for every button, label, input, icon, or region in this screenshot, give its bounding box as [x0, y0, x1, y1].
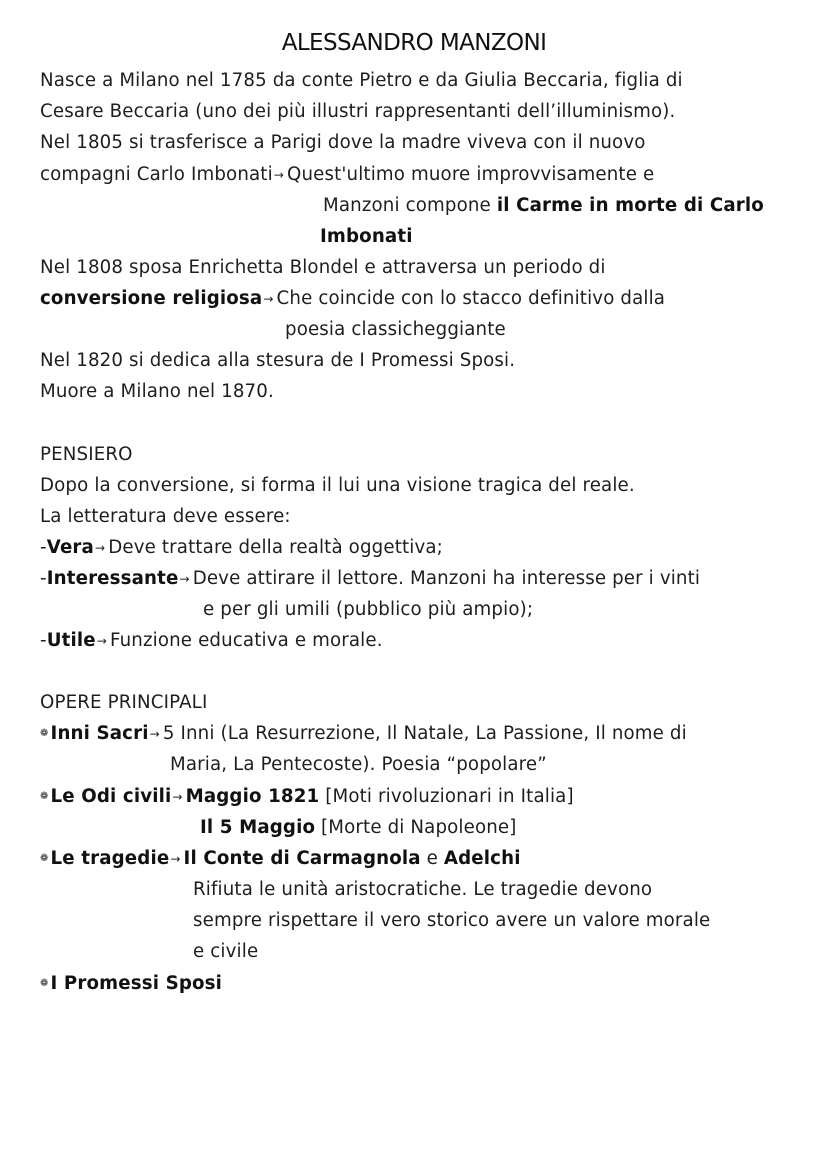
opere-odi	[40, 785, 574, 812]
opere-tragedie	[40, 847, 521, 874]
tragedie-and: e	[420, 848, 444, 869]
inni-text: 5 Inni (La Resurrezione, Il Natale, La Passione, Il nome di	[162, 723, 687, 744]
odi-note-1: [Moti rivoluzionari in Italia]	[319, 786, 574, 807]
arrow-icon: →	[149, 727, 160, 741]
inni-label: Inni Sacri	[50, 723, 149, 744]
utile-label: Utile	[46, 630, 96, 651]
odi-note-2: [Morte di Napoleone]	[315, 817, 517, 838]
pensiero-line-2: La letteratura deve essere:	[40, 506, 291, 527]
tragedia-title-2: Adelchi	[443, 848, 521, 869]
flower-bullet-icon: ❁	[40, 791, 49, 802]
vera-label: Vera	[46, 537, 94, 558]
opere-promessi-sposi	[40, 972, 222, 999]
odi-title-2: Il 5 Maggio	[200, 817, 316, 838]
arrow-icon: →	[94, 541, 106, 555]
pensiero-utile	[40, 629, 383, 654]
dash: -	[40, 630, 47, 651]
bio-line-1: Nasce a Milano nel 1785 da conte Pietro e da Giulia Beccaria, figlia di	[40, 70, 683, 91]
arrow-icon: →	[273, 168, 285, 182]
tragedie-line-1: Rifiuta le unità aristocratiche. Le tragedie devono	[193, 879, 653, 900]
flower-bullet-icon: ❁	[40, 853, 49, 864]
arrow-icon: →	[170, 852, 181, 866]
dash: -	[40, 568, 47, 589]
carme-title: il Carme in morte di Carlo	[496, 195, 764, 216]
tragedia-title-1: Il Conte di Carmagnola	[183, 848, 421, 869]
tragedie-line-3: e civile	[193, 941, 259, 962]
conversione-label: conversione religiosa	[40, 288, 263, 309]
flower-bullet-icon: ❁	[40, 728, 49, 739]
arrow-icon: →	[263, 292, 274, 306]
vera-text: Deve trattare della realtà oggettiva;	[108, 537, 443, 558]
odi-title-1: Maggio 1821	[185, 786, 320, 807]
page-title: ALESSANDRO MANZONI	[281, 30, 547, 56]
odi-label: Le Odi civili	[50, 786, 172, 807]
utile-text: Funzione educativa e morale.	[109, 630, 383, 651]
opere-heading: OPERE PRINCIPALI	[40, 692, 208, 713]
opere-odi-2	[200, 816, 517, 840]
dash: -	[40, 537, 47, 558]
pensiero-interessante	[40, 567, 700, 592]
tragedie-label: Le tragedie	[50, 848, 170, 869]
bio-line-8	[40, 287, 665, 312]
pensiero-heading: PENSIERO	[40, 444, 133, 465]
bio-line-4	[40, 163, 654, 188]
interessante-label: Interessante	[46, 568, 179, 589]
pensiero-vera	[40, 536, 443, 561]
promessi-sposi-label: I Promessi Sposi	[50, 973, 223, 994]
bio-line-3: Nel 1805 si trasferisce a Parigi dove la madre viveva con il nuovo	[40, 132, 646, 153]
bio-line-2: Cesare Beccaria (uno dei più illustri rappresentanti dell’illuminismo).	[40, 101, 676, 122]
bio-line-6: Imbonati	[320, 226, 413, 247]
arrow-icon: →	[96, 634, 107, 648]
bio-line-5-text: Manzoni compone	[323, 195, 497, 216]
bio-line-5	[323, 194, 764, 218]
interessante-continuation: e per gli umili (pubblico più ampio);	[203, 599, 534, 620]
interessante-text: Deve attirare il lettore. Manzoni ha interesse per i vinti	[192, 568, 701, 589]
bio-line-11: Muore a Milano nel 1870.	[40, 381, 274, 402]
flower-bullet-icon: ❁	[40, 978, 49, 989]
bio-line-10: Nel 1820 si dedica alla stesura de I Promessi Sposi.	[40, 350, 516, 371]
opere-inni	[40, 722, 687, 749]
inni-continuation: Maria, La Pentecoste). Poesia “popolare”	[170, 754, 547, 775]
arrow-icon: →	[172, 790, 183, 804]
arrow-icon: →	[179, 572, 190, 586]
bio-line-9: poesia classicheggiante	[285, 319, 506, 340]
pensiero-line-1: Dopo la conversione, si forma il lui una visione tragica del reale.	[40, 475, 635, 496]
bio-line-7: Nel 1808 sposa Enrichetta Blondel e attraversa un periodo di	[40, 257, 606, 278]
bio-line-4-consequence: Quest'ultimo muore improvvisamente e	[287, 164, 655, 185]
bio-line-8-consequence: Che coincide con lo stacco definitivo dalla	[276, 288, 666, 309]
bio-line-4-text: compagni Carlo Imbonati	[40, 164, 273, 185]
tragedie-line-2: sempre rispettare il vero storico avere un valore morale	[193, 910, 711, 931]
